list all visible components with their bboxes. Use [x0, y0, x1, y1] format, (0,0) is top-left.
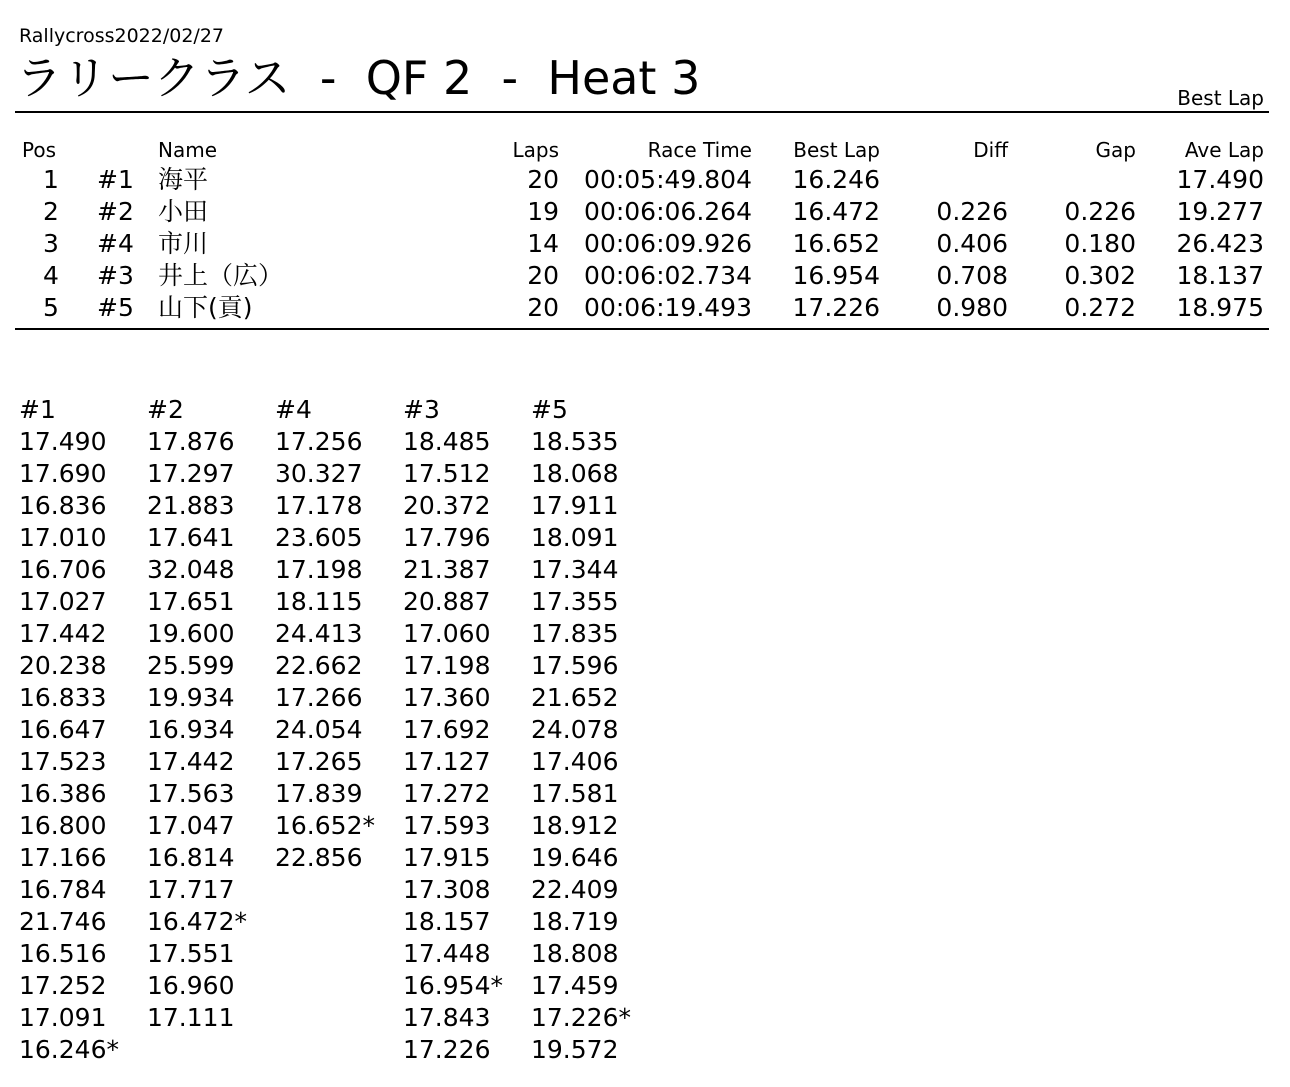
lap-times-column: [147, 394, 275, 1034]
lap-time: 20.372: [403, 491, 491, 520]
lap-time: 17.911: [531, 491, 619, 520]
result-pos: 2: [43, 197, 59, 226]
lap-time: 16.800: [19, 811, 107, 840]
lap-time: 18.912: [531, 811, 619, 840]
sort-label: Best Lap: [1177, 86, 1264, 110]
results-row: [0, 228, 1290, 260]
lap-time: 17.563: [147, 779, 235, 808]
lap-time: 18.091: [531, 523, 619, 552]
results-row: [0, 292, 1290, 324]
lap-time: 24.054: [275, 715, 363, 744]
result-race-time: 00:06:19.493: [584, 293, 752, 322]
page-title: ラリークラス - QF 2 - Heat 3: [16, 51, 701, 105]
lap-column-car-number: #1: [19, 395, 56, 424]
lap-time: 18.535: [531, 427, 619, 456]
result-race-time: 00:06:09.926: [584, 229, 752, 258]
lap-time: 17.297: [147, 459, 235, 488]
lap-times-column: [275, 394, 403, 874]
event-subtitle: Rallycross2022/02/27: [19, 25, 225, 47]
results-row: [0, 164, 1290, 196]
lap-time: 20.887: [403, 587, 491, 616]
lap-time: 17.796: [403, 523, 491, 552]
lap-time: 17.442: [19, 619, 107, 648]
result-laps: 19: [527, 197, 559, 226]
results-divider: [15, 328, 1269, 330]
result-best-lap: 16.472: [792, 197, 880, 226]
lap-time: 18.157: [403, 907, 491, 936]
lap-time: 16.954*: [403, 971, 503, 1000]
result-ave-lap: 26.423: [1176, 229, 1264, 258]
result-race-time: 00:06:02.734: [584, 261, 752, 290]
lap-time: 25.599: [147, 651, 235, 680]
lap-time: 17.406: [531, 747, 619, 776]
lap-time: 17.198: [403, 651, 491, 680]
lap-time: 17.226*: [531, 1003, 631, 1032]
lap-time: 17.459: [531, 971, 619, 1000]
lap-time: 16.652*: [275, 811, 375, 840]
lap-time: 16.833: [19, 683, 107, 712]
lap-column-car-number: #5: [531, 395, 568, 424]
lap-column-car-number: #2: [147, 395, 184, 424]
lap-time: 18.719: [531, 907, 619, 936]
result-driver-name: 小田: [158, 197, 209, 226]
lap-time: 17.226: [403, 1035, 491, 1064]
lap-time: 16.386: [19, 779, 107, 808]
lap-time: 17.442: [147, 747, 235, 776]
lap-time: 16.246*: [19, 1035, 119, 1064]
lap-time: 18.808: [531, 939, 619, 968]
lap-time: 16.516: [19, 939, 107, 968]
lap-time: 17.512: [403, 459, 491, 488]
column-header-pos: Pos: [22, 138, 57, 162]
lap-time: 30.327: [275, 459, 363, 488]
lap-time: 16.784: [19, 875, 107, 904]
lap-time: 21.387: [403, 555, 491, 584]
lap-time: 17.027: [19, 587, 107, 616]
column-header-gap: Gap: [1095, 138, 1136, 162]
result-ave-lap: 19.277: [1176, 197, 1264, 226]
lap-time: 24.078: [531, 715, 619, 744]
lap-time: 17.551: [147, 939, 235, 968]
lap-time: 17.717: [147, 875, 235, 904]
result-laps: 20: [527, 293, 559, 322]
lap-time: 17.266: [275, 683, 363, 712]
lap-time: 24.413: [275, 619, 363, 648]
lap-time: 17.448: [403, 939, 491, 968]
results-row: [0, 196, 1290, 228]
lap-times-column: [403, 394, 531, 1066]
results-row: [0, 260, 1290, 292]
result-diff: 0.708: [936, 261, 1008, 290]
result-laps: 14: [527, 229, 559, 258]
lap-time: 17.490: [19, 427, 107, 456]
lap-column-car-number: #4: [275, 395, 312, 424]
result-diff: 0.980: [936, 293, 1008, 322]
result-car-number: #1: [97, 165, 134, 194]
lap-time: 16.814: [147, 843, 235, 872]
lap-time: 17.835: [531, 619, 619, 648]
result-gap: 0.302: [1064, 261, 1136, 290]
result-pos: 1: [43, 165, 59, 194]
lap-time: 21.883: [147, 491, 235, 520]
lap-time: 22.856: [275, 843, 363, 872]
lap-time: 18.068: [531, 459, 619, 488]
lap-time: 17.308: [403, 875, 491, 904]
lap-time: 17.265: [275, 747, 363, 776]
lap-times-column: [531, 394, 659, 1066]
lap-time: 16.706: [19, 555, 107, 584]
result-best-lap: 17.226: [792, 293, 880, 322]
lap-time: 17.091: [19, 1003, 107, 1032]
result-driver-name: 海平: [158, 165, 209, 194]
lap-time: 17.344: [531, 555, 619, 584]
lap-time: 32.048: [147, 555, 235, 584]
column-header-race-time: Race Time: [647, 138, 752, 162]
result-driver-name: 市川: [158, 229, 209, 258]
result-driver-name: 山下(貢): [158, 293, 253, 322]
result-ave-lap: 18.975: [1176, 293, 1264, 322]
result-pos: 4: [43, 261, 59, 290]
result-laps: 20: [527, 165, 559, 194]
result-best-lap: 16.246: [792, 165, 880, 194]
result-diff: 0.226: [936, 197, 1008, 226]
lap-time: 17.690: [19, 459, 107, 488]
lap-time: 16.934: [147, 715, 235, 744]
lap-time: 16.836: [19, 491, 107, 520]
lap-time: 17.651: [147, 587, 235, 616]
column-header-ave-lap: Ave Lap: [1184, 138, 1264, 162]
lap-time: 22.662: [275, 651, 363, 680]
lap-time: 16.472*: [147, 907, 247, 936]
lap-time: 17.010: [19, 523, 107, 552]
header-divider: [15, 111, 1269, 113]
result-pos: 3: [43, 229, 59, 258]
lap-time: 16.647: [19, 715, 107, 744]
lap-time: 17.915: [403, 843, 491, 872]
lap-time: 16.960: [147, 971, 235, 1000]
result-gap: 0.180: [1064, 229, 1136, 258]
lap-time: 17.523: [19, 747, 107, 776]
result-car-number: #4: [97, 229, 134, 258]
lap-time: 19.934: [147, 683, 235, 712]
result-gap: 0.226: [1064, 197, 1136, 226]
lap-time: 18.485: [403, 427, 491, 456]
column-header-name: Name: [158, 138, 218, 162]
result-laps: 20: [527, 261, 559, 290]
lap-time: 22.409: [531, 875, 619, 904]
result-race-time: 00:06:06.264: [584, 197, 752, 226]
lap-time: 17.060: [403, 619, 491, 648]
lap-time: 17.047: [147, 811, 235, 840]
column-header-laps: Laps: [512, 138, 559, 162]
result-car-number: #2: [97, 197, 134, 226]
lap-times-column: [19, 394, 147, 1066]
lap-time: 21.746: [19, 907, 107, 936]
lap-time: 17.256: [275, 427, 363, 456]
result-pos: 5: [43, 293, 59, 322]
lap-time: 19.600: [147, 619, 235, 648]
lap-time: 20.238: [19, 651, 107, 680]
result-car-number: #3: [97, 261, 134, 290]
lap-time: 21.652: [531, 683, 619, 712]
lap-column-car-number: #3: [403, 395, 440, 424]
lap-time: 23.605: [275, 523, 363, 552]
result-diff: 0.406: [936, 229, 1008, 258]
lap-time: 17.581: [531, 779, 619, 808]
lap-time: 17.127: [403, 747, 491, 776]
lap-time: 19.572: [531, 1035, 619, 1064]
column-header-diff: Diff: [973, 138, 1008, 162]
lap-time: 17.178: [275, 491, 363, 520]
lap-time: 17.111: [147, 1003, 235, 1032]
result-ave-lap: 17.490: [1176, 165, 1264, 194]
result-best-lap: 16.954: [792, 261, 880, 290]
result-gap: 0.272: [1064, 293, 1136, 322]
lap-time: 17.641: [147, 523, 235, 552]
lap-time: 17.692: [403, 715, 491, 744]
lap-time: 18.115: [275, 587, 363, 616]
result-driver-name: 井上（広）: [158, 261, 284, 290]
lap-time: 17.272: [403, 779, 491, 808]
lap-time: 17.876: [147, 427, 235, 456]
lap-time: 17.252: [19, 971, 107, 1000]
result-best-lap: 16.652: [792, 229, 880, 258]
lap-time: 17.596: [531, 651, 619, 680]
lap-time: 19.646: [531, 843, 619, 872]
results-header-row: [0, 136, 1290, 164]
lap-time: 17.839: [275, 779, 363, 808]
result-car-number: #5: [97, 293, 134, 322]
lap-time: 17.166: [19, 843, 107, 872]
lap-time: 17.198: [275, 555, 363, 584]
result-race-time: 00:05:49.804: [584, 165, 752, 194]
lap-time: 17.360: [403, 683, 491, 712]
column-header-best-lap: Best Lap: [793, 138, 880, 162]
lap-time: 17.593: [403, 811, 491, 840]
result-ave-lap: 18.137: [1176, 261, 1264, 290]
lap-time: 17.843: [403, 1003, 491, 1032]
lap-time: 17.355: [531, 587, 619, 616]
